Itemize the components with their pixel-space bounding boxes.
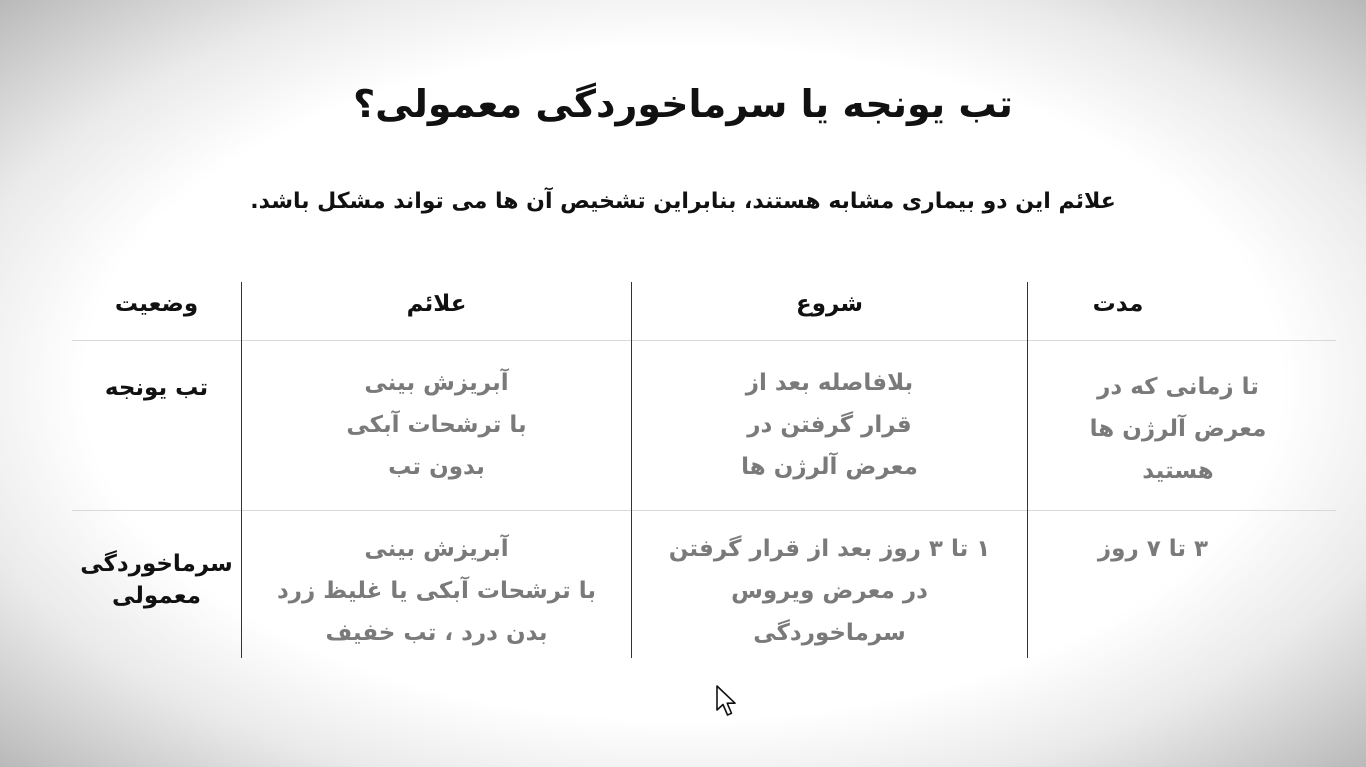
table-row-common-cold-symptoms: [242, 528, 631, 654]
cell-line: سرماخوردگی: [80, 551, 233, 577]
header-symptoms: علائم: [406, 291, 467, 317]
header-onset: شروع: [796, 291, 863, 317]
header-duration: مدت: [1092, 291, 1144, 317]
table-row-hay-fever-onset: [632, 362, 1027, 488]
cell-line: آبریزش بینی: [364, 370, 509, 396]
cell-line: تب یونجه: [104, 375, 209, 401]
cell-line: معرض آلرژن ها: [741, 454, 918, 480]
cell-line: ۱ تا ۳ روز بعد از قرار گرفتن: [668, 536, 991, 562]
table-row-common-cold-duration: [1028, 528, 1278, 570]
cell-line: بلافاصله بعد از: [745, 370, 914, 396]
cell-line: بدن درد ، تب خفیف: [325, 620, 548, 646]
comparison-table: [72, 282, 1336, 658]
cell-line: هستید: [1142, 458, 1214, 484]
cell-line: تا زمانی که در: [1097, 374, 1259, 400]
cell-line: معرض آلرژن ها: [1089, 416, 1267, 442]
row-divider: [72, 340, 1336, 341]
cell-line: بدون تب: [388, 454, 485, 480]
slide-subtitle: علائم این دو بیماری مشابه هستند، بنابراین تشخیص آن ها می تواند مشکل باشد.: [250, 189, 1116, 214]
table-row-hay-fever-duration: [1028, 366, 1328, 492]
row-divider: [72, 510, 1336, 511]
cell-line: در معرض ویروس: [731, 578, 928, 604]
cell-line: معمولی: [112, 583, 201, 609]
table-row-common-cold-status: [72, 548, 241, 612]
cell-line: آبریزش بینی: [364, 536, 509, 562]
cell-line: ۳ تا ۷ روز: [1097, 536, 1209, 562]
slide-title: تب یونجه یا سرماخوردگی معمولی؟: [353, 82, 1013, 126]
cell-line: قرار گرفتن در: [747, 412, 912, 438]
table-row-hay-fever-status: [72, 372, 241, 404]
table-row-hay-fever-symptoms: [242, 362, 631, 488]
cell-line: با ترشحات آبکی: [346, 412, 527, 438]
header-status: وضعیت: [114, 291, 199, 317]
cell-line: سرماخوردگی: [753, 620, 906, 646]
table-row-common-cold-onset: [632, 528, 1027, 654]
cell-line: با ترشحات آبکی یا غلیظ زرد: [276, 578, 597, 604]
mouse-pointer-icon: [715, 684, 739, 718]
